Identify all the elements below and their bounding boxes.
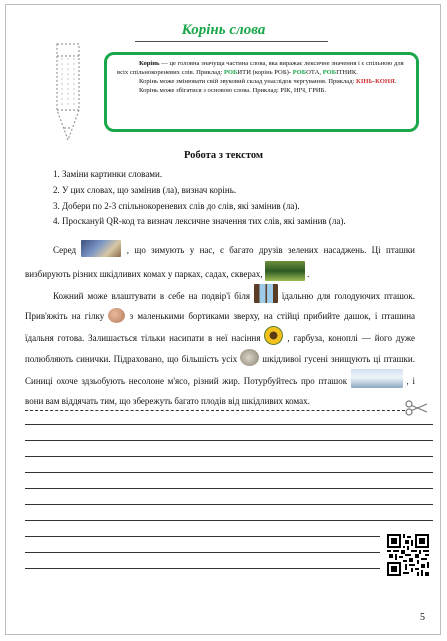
- writing-line: [25, 472, 433, 473]
- qr-code-icon[interactable]: [387, 532, 429, 578]
- window-picture: [254, 284, 278, 303]
- feeder-picture: [108, 308, 125, 323]
- paragraph: Кожний може влаштувати в себе на подвір'ї біля їдальню для голодуючих пташок. Прив'яжіть на гілку з маленькими бортиками зверху, на стійці прибийте дашок, і пташина їдальня готова. Залишається тільки насипати в неї насіння , гарбуза, коноплі — його дуже полюбляють синички. Підраховано, що більшість усіх шкідливої гусені знищують ці пташки. Синиці охоче здзьобують несолоне м'ясо, різний жир. Потурбуйтесь про пташок , і вони вам віддячать тим, що збережуть багато плодів від шкідливих комах.: [25, 284, 415, 411]
- writing-line: [25, 568, 380, 569]
- scissors-icon: [405, 400, 429, 416]
- rule-box: [104, 52, 419, 132]
- writing-line: [25, 424, 433, 425]
- pencil-icon: [45, 40, 91, 155]
- rule-definition: Корінь — це головна значуща частина слова, яка виражає лексичне значення і є спільною для всіх спільнокореневих слів. Приклад: РОБИТИ (корінь РОБ)- РОБОТА, РОБІТНИК.: [117, 60, 404, 76]
- winter-picture: [351, 369, 403, 388]
- writing-line: [25, 504, 433, 505]
- larvae-picture: [240, 349, 259, 366]
- title-divider: [135, 41, 328, 42]
- rule-term: Корінь: [139, 60, 160, 67]
- writing-line: [25, 552, 380, 553]
- task-list: [53, 167, 346, 230]
- park-picture: [265, 261, 305, 281]
- task-item: 4. Проскануй QR-код та визнач лексичне значення тих слів, які замінив (ла).: [53, 216, 346, 227]
- sunflower-picture: [264, 326, 283, 345]
- rule-alternation: Корінь може змінювати свій звуковий склад унаслідок чергування. Приклад: КІНЬ-КОНЯ.: [139, 77, 397, 85]
- task-item: 2. У цих словах, що замінив (ла), визнач корінь.: [53, 184, 237, 195]
- writing-line: [25, 536, 380, 537]
- writing-line: [25, 520, 433, 521]
- writing-line: [25, 440, 433, 441]
- task-item: 1. Заміни картинки словами.: [53, 169, 163, 179]
- cut-line: [25, 410, 405, 411]
- reading-text: [25, 240, 415, 411]
- writing-line: [25, 488, 433, 489]
- page-number: 5: [420, 612, 425, 623]
- paragraph: Серед , що зимують у нас, є багато друзів зелених насаджень. Ці пташки визбирують різних шкідливих комах у парках, садах, скверах, .: [25, 240, 415, 284]
- section-title: Робота з текстом: [183, 150, 264, 161]
- writing-line: [25, 456, 433, 457]
- rule-stem: Корінь може збігатися з основою слова. Приклад: РІК, НІЧ, ГРИБ.: [139, 86, 327, 94]
- page-title: Корінь слова: [181, 22, 266, 38]
- birds-picture: [81, 240, 121, 257]
- task-item: 3. Добери по 2-3 спільнокореневих слів до слів, які замінив (ла).: [53, 200, 300, 211]
